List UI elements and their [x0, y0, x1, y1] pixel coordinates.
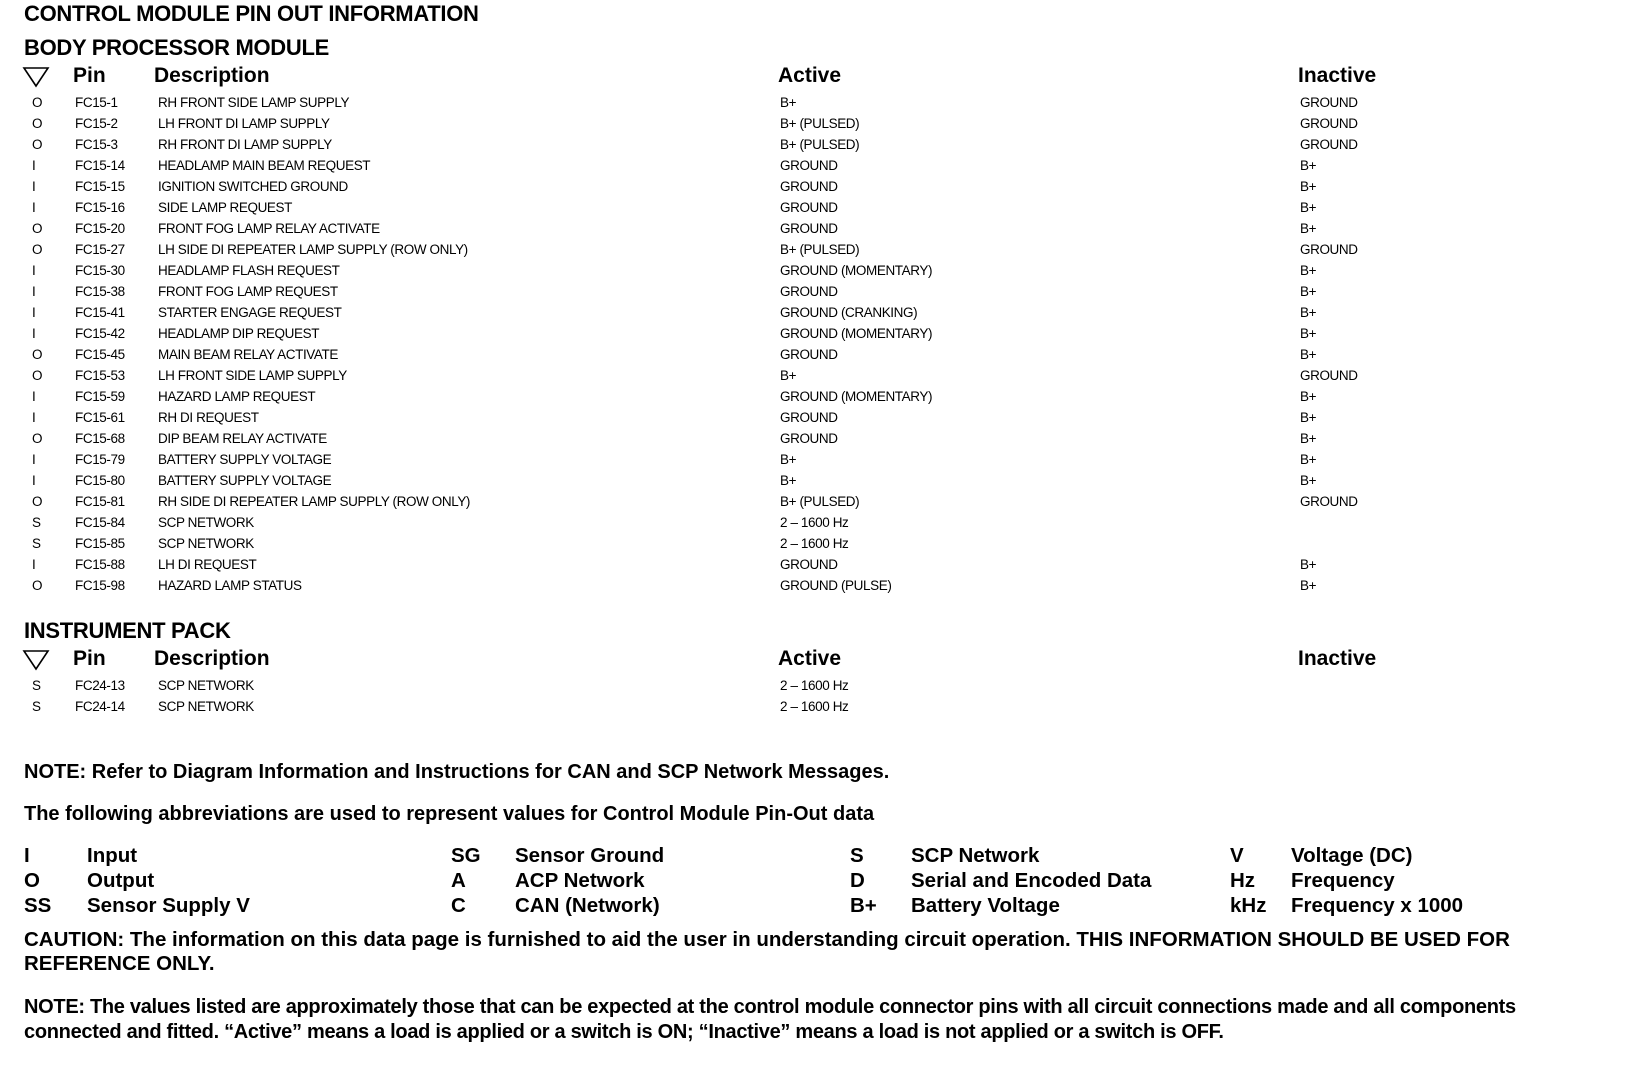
table-row [24, 675, 1624, 696]
table-row [24, 491, 1624, 512]
pin-cell: FC15-84 [75, 515, 125, 530]
abbreviation-meaning: Battery Voltage [911, 894, 1060, 917]
pin-cell: FC15-80 [75, 473, 125, 488]
abbreviation-meaning: Frequency [1291, 869, 1395, 892]
inactive-cell: B+ [1300, 263, 1317, 278]
pin-cell: FC15-68 [75, 431, 125, 446]
description-cell: IGNITION SWITCHED GROUND [158, 179, 348, 194]
abbreviation-key: O [24, 869, 40, 892]
description-cell: LH FRONT SIDE LAMP SUPPLY [158, 368, 347, 383]
pin-cell: FC15-14 [75, 158, 125, 173]
description-cell: HEADLAMP DIP REQUEST [158, 326, 320, 341]
table-row [24, 155, 1624, 176]
active-cell: GROUND (PULSE) [780, 578, 892, 593]
table-row [24, 134, 1624, 155]
abbreviation-meaning: Voltage (DC) [1291, 844, 1413, 867]
abbreviations-legend [24, 844, 1624, 919]
active-cell: GROUND [780, 347, 838, 362]
pin-header: Pin [73, 64, 106, 87]
abbreviation-row [24, 844, 1624, 869]
io-cell: O [32, 116, 43, 131]
abbreviation-row [24, 894, 1624, 919]
inactive-cell: B+ [1300, 305, 1317, 320]
io-cell: I [32, 158, 36, 173]
abbreviation-meaning: Serial and Encoded Data [911, 869, 1152, 892]
description-cell: HAZARD LAMP STATUS [158, 578, 302, 593]
active-cell: B+ [780, 452, 797, 467]
abbreviation-key: A [451, 869, 466, 892]
inactive-cell: B+ [1300, 410, 1317, 425]
inactive-cell: B+ [1300, 389, 1317, 404]
pin-cell: FC15-85 [75, 536, 125, 551]
inactive-cell: B+ [1300, 431, 1317, 446]
active-header: Active [778, 647, 842, 670]
io-cell: O [32, 431, 43, 446]
io-cell: O [32, 578, 43, 593]
description-cell: HAZARD LAMP REQUEST [158, 389, 316, 404]
inactive-cell: GROUND [1300, 494, 1358, 509]
inactive-cell: GROUND [1300, 242, 1358, 257]
inactive-cell: B+ [1300, 179, 1317, 194]
abbreviation-key: I [24, 844, 30, 867]
active-cell: GROUND (MOMENTARY) [780, 389, 933, 404]
inactive-header: Inactive [1298, 64, 1377, 87]
section-title: INSTRUMENT PACK [24, 618, 231, 643]
pin-header: Pin [73, 647, 106, 670]
abbreviation-meaning: Frequency x 1000 [1291, 894, 1464, 917]
io-cell: I [32, 179, 36, 194]
inactive-cell: GROUND [1300, 116, 1358, 131]
abbreviation-meaning: Input [87, 844, 138, 867]
pin-cell: FC15-42 [75, 326, 125, 341]
pin-cell: FC15-53 [75, 368, 125, 383]
pin-cell: FC15-45 [75, 347, 125, 362]
inactive-cell: B+ [1300, 578, 1317, 593]
pin-cell: FC15-88 [75, 557, 125, 572]
io-cell: I [32, 263, 36, 278]
pin-cell: FC24-13 [75, 678, 125, 693]
description-cell: SCP NETWORK [158, 699, 254, 714]
active-cell: 2 – 1600 Hz [780, 536, 849, 551]
active-cell: B+ (PULSED) [780, 137, 860, 152]
direction-triangle-icon [22, 649, 50, 671]
description-cell: FRONT FOG LAMP REQUEST [158, 284, 338, 299]
inactive-cell: GROUND [1300, 95, 1358, 110]
io-cell: S [32, 536, 41, 551]
pin-cell: FC15-61 [75, 410, 125, 425]
io-cell: I [32, 410, 36, 425]
description-cell: STARTER ENGAGE REQUEST [158, 305, 342, 320]
description-header: Description [154, 64, 270, 87]
io-cell: O [32, 242, 43, 257]
table-row [24, 281, 1624, 302]
io-cell: I [32, 305, 36, 320]
io-cell: I [32, 284, 36, 299]
pin-cell: FC15-16 [75, 200, 125, 215]
abbreviation-meaning: Sensor Ground [515, 844, 665, 867]
pin-cell: FC15-81 [75, 494, 125, 509]
table-row [24, 197, 1624, 218]
description-cell: LH FRONT DI LAMP SUPPLY [158, 116, 330, 131]
active-cell: GROUND [780, 221, 838, 236]
table-row [24, 323, 1624, 344]
active-cell: GROUND [780, 410, 838, 425]
table-row [24, 407, 1624, 428]
io-cell: I [32, 326, 36, 341]
abbreviation-key: V [1230, 844, 1244, 867]
abbreviation-key: S [850, 844, 864, 867]
abbreviation-meaning: ACP Network [515, 869, 645, 892]
io-cell: O [32, 221, 43, 236]
description-cell: RH FRONT DI LAMP SUPPLY [158, 137, 332, 152]
inactive-cell: B+ [1300, 473, 1317, 488]
abbreviation-meaning: Output [87, 869, 155, 892]
description-cell: SCP NETWORK [158, 515, 254, 530]
active-cell: 2 – 1600 Hz [780, 678, 849, 693]
inactive-cell: B+ [1300, 284, 1317, 299]
description-cell: SIDE LAMP REQUEST [158, 200, 292, 215]
table-row [24, 344, 1624, 365]
inactive-cell: B+ [1300, 158, 1317, 173]
table-row [24, 260, 1624, 281]
active-cell: GROUND (CRANKING) [780, 305, 918, 320]
inactive-header: Inactive [1298, 647, 1377, 670]
active-cell: GROUND [780, 179, 838, 194]
inactive-cell: GROUND [1300, 137, 1358, 152]
abbreviation-key: B+ [850, 894, 877, 917]
abbreviation-key: SS [24, 894, 52, 917]
pin-cell: FC15-79 [75, 452, 125, 467]
table-row [24, 365, 1624, 386]
table-row [24, 449, 1624, 470]
table-row [24, 533, 1624, 554]
table-row [24, 575, 1624, 596]
description-cell: LH DI REQUEST [158, 557, 257, 572]
io-cell: O [32, 368, 43, 383]
pin-cell: FC15-1 [75, 95, 118, 110]
table-row [24, 176, 1624, 197]
description-cell: RH SIDE DI REPEATER LAMP SUPPLY (ROW ONLY) [158, 494, 471, 509]
table-row [24, 92, 1624, 113]
inactive-cell: B+ [1300, 347, 1317, 362]
pin-cell: FC24-14 [75, 699, 125, 714]
pin-cell: FC15-20 [75, 221, 125, 236]
instrument-pack-rows [24, 675, 1624, 717]
abbreviation-key: Hz [1230, 869, 1256, 892]
active-cell: 2 – 1600 Hz [780, 699, 849, 714]
abbreviation-key: C [451, 894, 466, 917]
active-cell: B+ [780, 95, 797, 110]
io-cell: I [32, 557, 36, 572]
inactive-cell: GROUND [1300, 368, 1358, 383]
io-cell: I [32, 473, 36, 488]
active-cell: B+ (PULSED) [780, 116, 860, 131]
io-cell: O [32, 95, 43, 110]
caution-text: CAUTION: The information on this data page is furnished to aid the user in understanding circuit operation. THIS INFORMATION SHOULD BE USED FOR REFERENCE ONLY. [24, 928, 1510, 975]
description-cell: BATTERY SUPPLY VOLTAGE [158, 473, 332, 488]
pin-cell: FC15-59 [75, 389, 125, 404]
io-cell: O [32, 494, 43, 509]
network-note: NOTE: Refer to Diagram Information and Instructions for CAN and SCP Network Messages. [24, 761, 890, 783]
io-cell: I [32, 452, 36, 467]
table-row [24, 113, 1624, 134]
values-note: NOTE: The values listed are approximately those that can be expected at the control module connector pins with all circuit connections made and all components connected and fitted. “Active” means a load is applied or a switch is ON; “Inactive” means a load is not applied or a switch is OFF. [24, 996, 1516, 1043]
active-cell: B+ [780, 368, 797, 383]
abbreviation-row [24, 869, 1624, 894]
description-header: Description [154, 647, 270, 670]
page-title: CONTROL MODULE PIN OUT INFORMATION [24, 1, 479, 26]
instrument-pack-section [24, 617, 1624, 717]
description-cell: HEADLAMP MAIN BEAM REQUEST [158, 158, 371, 173]
active-cell: B+ [780, 473, 797, 488]
abbreviation-meaning: CAN (Network) [515, 894, 660, 917]
active-cell: B+ (PULSED) [780, 242, 860, 257]
description-cell: HEADLAMP FLASH REQUEST [158, 263, 340, 278]
active-cell: B+ (PULSED) [780, 494, 860, 509]
table-row [24, 218, 1624, 239]
description-cell: RH DI REQUEST [158, 410, 259, 425]
table-row [24, 512, 1624, 533]
abbreviations-title: The following abbreviations are used to represent values for Control Module Pin-Out data [24, 803, 875, 825]
active-cell: GROUND (MOMENTARY) [780, 326, 933, 341]
io-cell: I [32, 389, 36, 404]
description-cell: MAIN BEAM RELAY ACTIVATE [158, 347, 338, 362]
inactive-cell: B+ [1300, 326, 1317, 341]
inactive-cell: B+ [1300, 452, 1317, 467]
io-cell: O [32, 137, 43, 152]
pin-cell: FC15-41 [75, 305, 125, 320]
pin-cell: FC15-38 [75, 284, 125, 299]
pin-cell: FC15-2 [75, 116, 118, 131]
active-cell: GROUND [780, 158, 838, 173]
pin-cell: FC15-3 [75, 137, 118, 152]
pin-cell: FC15-27 [75, 242, 125, 257]
active-header: Active [778, 64, 842, 87]
io-cell: S [32, 678, 41, 693]
table-row [24, 302, 1624, 323]
pin-cell: FC15-15 [75, 179, 125, 194]
inactive-cell: B+ [1300, 221, 1317, 236]
abbreviation-key: D [850, 869, 865, 892]
description-cell: BATTERY SUPPLY VOLTAGE [158, 452, 332, 467]
table-row [24, 386, 1624, 407]
abbreviation-key: SG [451, 844, 481, 867]
table-row [24, 696, 1624, 717]
body-processor-section [24, 34, 1624, 596]
table-row [24, 428, 1624, 449]
io-cell: O [32, 347, 43, 362]
io-cell: S [32, 699, 41, 714]
abbreviation-meaning: SCP Network [911, 844, 1040, 867]
inactive-cell: B+ [1300, 200, 1317, 215]
active-cell: GROUND [780, 200, 838, 215]
direction-triangle-icon [22, 66, 50, 88]
io-cell: S [32, 515, 41, 530]
active-cell: GROUND [780, 284, 838, 299]
active-cell: 2 – 1600 Hz [780, 515, 849, 530]
description-cell: LH SIDE DI REPEATER LAMP SUPPLY (ROW ONLY) [158, 242, 468, 257]
table-row [24, 554, 1624, 575]
description-cell: FRONT FOG LAMP RELAY ACTIVATE [158, 221, 380, 236]
abbreviation-meaning: Sensor Supply V [87, 894, 250, 917]
active-cell: GROUND [780, 557, 838, 572]
active-cell: GROUND [780, 431, 838, 446]
description-cell: SCP NETWORK [158, 536, 254, 551]
table-header [24, 645, 1624, 675]
io-cell: I [32, 200, 36, 215]
inactive-cell: B+ [1300, 557, 1317, 572]
pin-cell: FC15-98 [75, 578, 125, 593]
pin-cell: FC15-30 [75, 263, 125, 278]
abbreviation-key: kHz [1230, 894, 1267, 917]
section-title: BODY PROCESSOR MODULE [24, 35, 329, 60]
active-cell: GROUND (MOMENTARY) [780, 263, 933, 278]
body-processor-rows [24, 92, 1624, 596]
table-row [24, 470, 1624, 491]
description-cell: DIP BEAM RELAY ACTIVATE [158, 431, 327, 446]
table-row [24, 239, 1624, 260]
description-cell: RH FRONT SIDE LAMP SUPPLY [158, 95, 350, 110]
table-header [24, 62, 1624, 92]
description-cell: SCP NETWORK [158, 678, 254, 693]
